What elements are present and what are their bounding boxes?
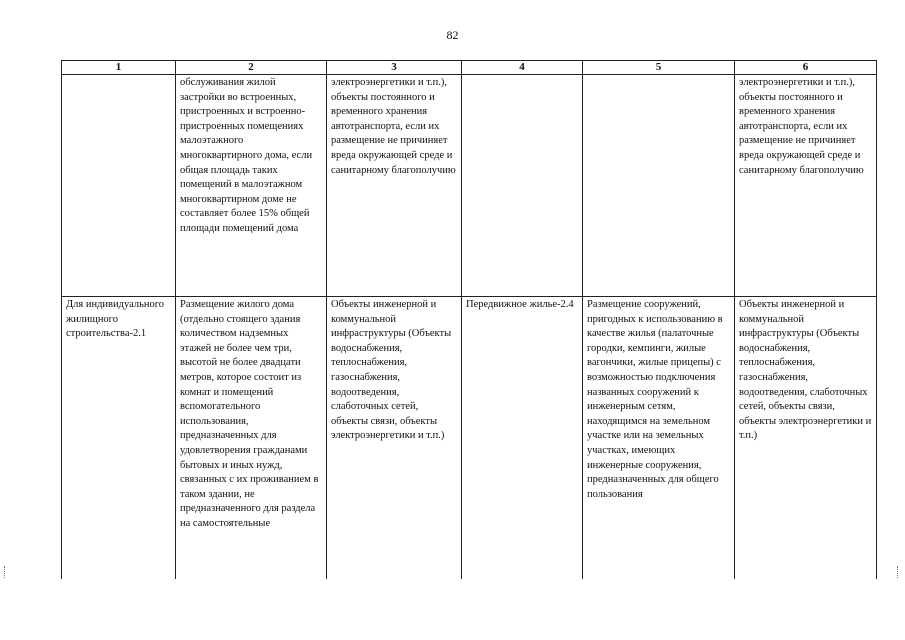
table-cell: обслуживания жилой застройки во встроенных, пристроенных и встроенно-пристроенных помещениях малоэтажного многоквартирного дома, если общая площадь таких помещений в малоэтажном многоквартирном доме не составляет более 15% общей площади помещений дома bbox=[176, 75, 327, 297]
page-number: 82 bbox=[446, 28, 459, 42]
table-cell: электроэнергетики и т.п.), объекты постоянного и временного хранения автотранспорта, если их размещение не причиняет вреда окружающей среде и санитарному благополучию bbox=[327, 75, 462, 297]
table-cell: Передвижное жилье-2.4 bbox=[462, 297, 583, 579]
right-edge-mark bbox=[897, 566, 901, 578]
column-header: 2 bbox=[176, 61, 327, 75]
column-header: 1 bbox=[62, 61, 176, 75]
table-cell: Размещение жилого дома (отдельно стоящего здания количеством надземных этажей не более чем три, высотой не более двадцати метров, которое состоит из комнат и помещений вспомогательного использования, предназначенных для удовлетворения гражданами бытовых и иных нужд, связанных с их проживанием в таком здании, не предназначенного для раздела на самостоятельные bbox=[176, 297, 327, 579]
table-cell: Размещение сооружений, пригодных к использованию в качестве жилья (палаточные городки, кемпинги, жилые вагончики, жилые прицепы) с возможностью подключения названных сооружений к инженерным сетям, находящимся на земельном участке или на земельных участках, имеющих инженерные сооружения, предназначенных для общего пользования bbox=[583, 297, 735, 579]
table-cell bbox=[62, 75, 176, 297]
land-use-table bbox=[61, 60, 877, 579]
table-cell: Для индивидуального жилищного строительства-2.1 bbox=[62, 297, 176, 579]
column-header: 6 bbox=[735, 61, 877, 75]
table-cell: электроэнергетики и т.п.), объекты постоянного и временного хранения автотранспорта, если их размещение не причиняет вреда окружающей среде и санитарному благополучию bbox=[735, 75, 877, 297]
table-row bbox=[62, 297, 877, 579]
table-header-row bbox=[62, 61, 877, 75]
left-edge-mark bbox=[4, 566, 8, 578]
table-cell: Объекты инженерной и коммунальной инфраструктуры (Объекты водоснабжения, теплоснабжения, газоснабжения, водоотведения, слаботочных сетей, объекты связи, объекты электроэнергетики и т.п.) bbox=[735, 297, 877, 579]
table-cell: Объекты инженерной и коммунальной инфраструктуры (Объекты водоснабжения, теплоснабжения, газоснабжения, водоотведения, слаботочных сетей, объекты связи, объекты электроэнергетики и т.п.) bbox=[327, 297, 462, 579]
table-cell bbox=[462, 75, 583, 297]
table-cell bbox=[583, 75, 735, 297]
column-header: 5 bbox=[583, 61, 735, 75]
table-row bbox=[62, 75, 877, 297]
column-header: 3 bbox=[327, 61, 462, 75]
column-header: 4 bbox=[462, 61, 583, 75]
